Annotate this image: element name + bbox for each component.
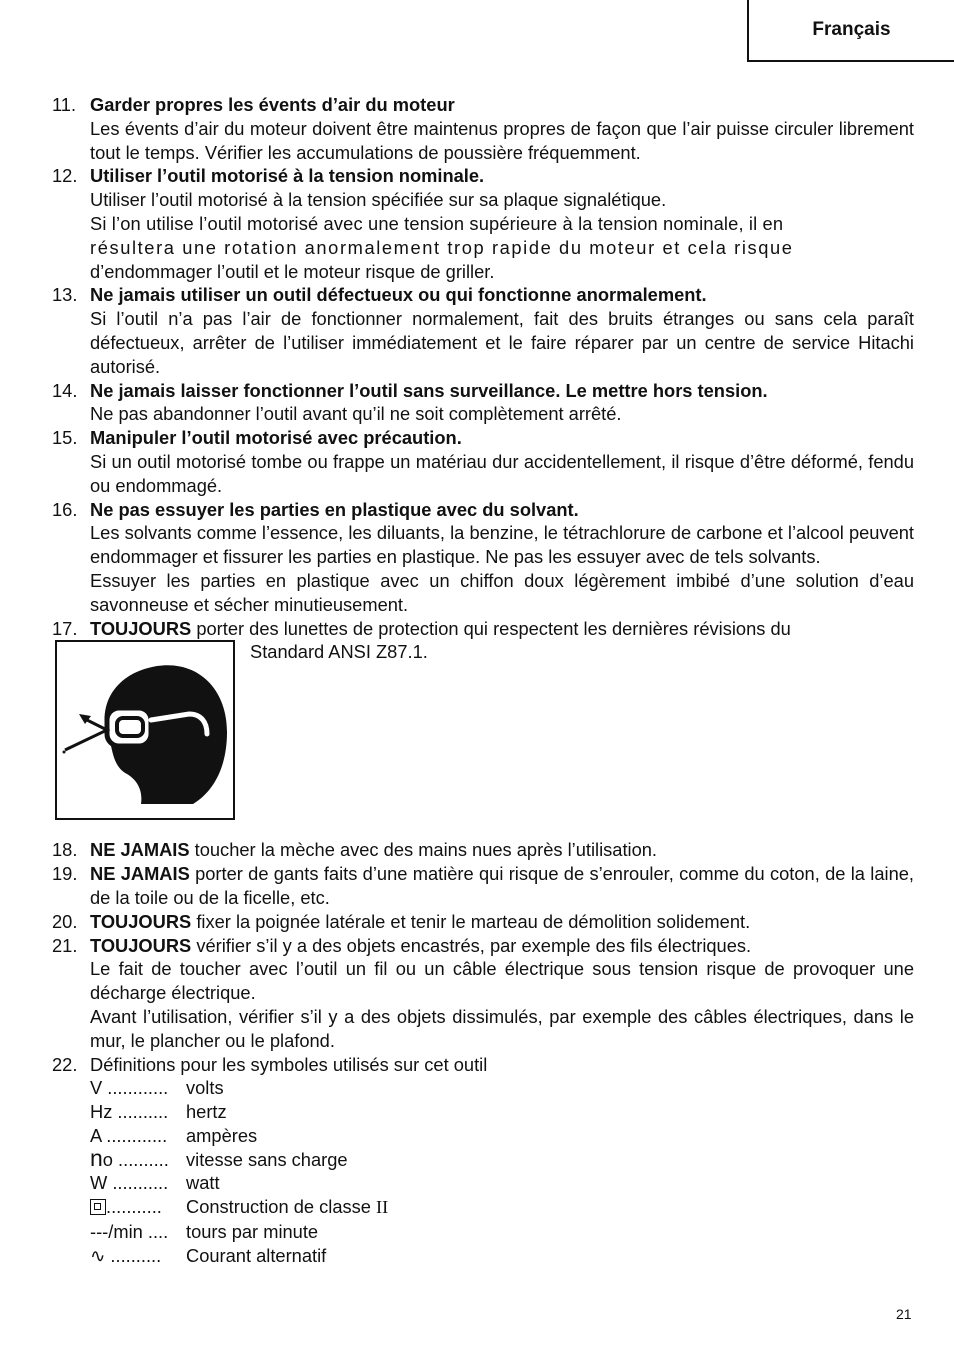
- item-number: 18.: [52, 839, 78, 861]
- item-text: Essuyer les parties en plastique avec un chiffon doux légèrement imbibé d’une solution d’eau savonneuse et sécher minutieusement.: [90, 569, 914, 615]
- class-ii-insulation-icon: [90, 1199, 106, 1215]
- symbol-key: no ..........: [90, 1148, 186, 1172]
- symbol-value: watt: [186, 1172, 220, 1194]
- item-text: d’endommager l’outil et le moteur risque de griller.: [90, 260, 495, 282]
- symbol-key: ...........: [90, 1195, 186, 1220]
- item-text: Ne pas abandonner l’outil avant qu’il ne soit complètement arrêté.: [90, 403, 622, 425]
- alternating-current-icon: ∿: [90, 1245, 106, 1266]
- page-number: 21: [896, 1306, 912, 1322]
- item-heading: Utiliser l’outil motorisé à la tension nominale.: [90, 165, 485, 187]
- safety-goggles-icon: [57, 642, 233, 818]
- symbol-value: ampères: [186, 1124, 258, 1146]
- symbol-value: Construction de classe II: [186, 1196, 389, 1218]
- item-text: Définitions pour les symboles utilisés sur cet outil: [90, 1053, 488, 1075]
- symbol-row-no-load-speed: [90, 1148, 914, 1172]
- item-number: 21.: [52, 934, 78, 956]
- item-emphasis: NE JAMAIS: [90, 863, 190, 885]
- item-text: fixer la poignée latérale et tenir le marteau de démolition solidement.: [191, 910, 751, 932]
- item-heading: Manipuler l’outil motorisé avec précaution.: [90, 427, 462, 449]
- symbol-value: Courant alternatif: [186, 1244, 327, 1266]
- instruction-17: [52, 617, 914, 641]
- item-text: Le fait de toucher avec l’outil un fil ou un câble électrique sous tension risque de provoquer une décharge électrique.: [90, 958, 914, 1004]
- item-text: Les solvants comme l’essence, les diluants, la benzine, le tétrachlorure de carbone et l’alcool peuvent endommager et fissurer les parties en plastique. Ne pas les essuyer avec de tels solvants.: [90, 522, 914, 568]
- item-number: 22.: [52, 1053, 78, 1075]
- item-text: Standard ANSI Z87.1.: [250, 641, 428, 663]
- symbol-value: vitesse sans charge: [186, 1148, 348, 1170]
- item-text: Si l’outil n’a pas l’air de fonctionner normalement, fait des bruits étranges ou sans cela paraît défectueux, arrêter de l’utiliser immédiatement et le faire réparer par un centre de service Hitachi autorisé.: [90, 308, 914, 377]
- instruction-19: [52, 862, 914, 910]
- item-text: Les évents d’air du moteur doivent être maintenus propres de façon que l’air puisse circuler librement tout le temps. Vérifier les accumulations de poussière fréquemment.: [90, 117, 914, 163]
- language-tab: [747, 0, 954, 62]
- item-emphasis: TOUJOURS: [90, 934, 192, 956]
- symbol-row-watt: [90, 1171, 914, 1195]
- instruction-20: [52, 910, 914, 934]
- instruction-15: [52, 426, 914, 497]
- instruction-16: [52, 498, 914, 617]
- instruction-22: [52, 1053, 914, 1269]
- item-number: 17.: [52, 617, 78, 639]
- symbol-definitions: [90, 1076, 914, 1268]
- item-text: Si l’on utilise l’outil motorisé avec une tension supérieure à la tension nominale, il en: [90, 212, 784, 234]
- item-emphasis: NE JAMAIS: [90, 839, 190, 861]
- item-heading: Ne pas essuyer les parties en plastique avec du solvant.: [90, 498, 579, 520]
- instruction-18: [52, 838, 914, 862]
- symbol-key: V ............: [90, 1077, 169, 1099]
- item-text: Si un outil motorisé tombe ou frappe un matériau dur accidentellement, il risque d’être déformé, fendu ou endommagé.: [90, 450, 914, 496]
- item-text: vérifier s’il y a des objets encastrés, par exemple des fils électriques.: [191, 934, 752, 956]
- item-heading: Ne jamais laisser fonctionner l’outil sans surveillance. Le mettre hors tension.: [90, 379, 768, 401]
- language-label: Français: [812, 19, 891, 40]
- symbol-key: ---/min ....: [90, 1221, 169, 1243]
- symbol-value: hertz: [186, 1101, 227, 1123]
- symbol-key: Hz ..........: [90, 1101, 169, 1123]
- instruction-13: [52, 283, 914, 378]
- item-number: 14.: [52, 379, 78, 401]
- safety-instructions: [52, 93, 914, 1269]
- item-number: 20.: [52, 910, 78, 932]
- item-number: 13.: [52, 284, 78, 306]
- symbol-row-volts: [90, 1076, 914, 1100]
- item-text: toucher la mèche avec des mains nues après l’utilisation.: [189, 839, 657, 861]
- symbol-key: A ............: [90, 1124, 168, 1146]
- symbol-row-rpm: [90, 1220, 914, 1244]
- symbol-key: ∿ ..........: [90, 1244, 162, 1266]
- symbol-n-glyph: n: [90, 1147, 103, 1171]
- symbol-key: W ...........: [90, 1172, 169, 1194]
- safety-goggles-pictogram: [55, 640, 235, 820]
- item-heading: Garder propres les évents d’air du moteur: [90, 94, 455, 115]
- symbol-value: tours par minute: [186, 1221, 319, 1243]
- item-emphasis: TOUJOURS: [90, 910, 192, 932]
- instruction-21: [52, 934, 914, 1053]
- instruction-12: [52, 164, 914, 283]
- item-number: 15.: [52, 427, 78, 449]
- instruction-14: [52, 379, 914, 427]
- item-text: porter de gants faits d’une matière qui risque de s’enrouler, comme du coton, de la laine, de la toile ou de la ficelle, etc.: [90, 863, 914, 908]
- symbol-row-hertz: [90, 1100, 914, 1124]
- item-text: Utiliser l’outil motorisé à la tension spécifiée sur sa plaque signalétique.: [90, 189, 667, 211]
- symbol-row-alternating-current: [90, 1244, 914, 1269]
- item-emphasis: TOUJOURS: [90, 617, 192, 639]
- symbol-row-class-ii: [90, 1195, 914, 1220]
- instruction-11: [52, 93, 914, 164]
- item-number: 12.: [52, 165, 78, 187]
- eye-protection-figure: [52, 640, 914, 838]
- item-heading: Ne jamais utiliser un outil défectueux ou qui fonctionne anormalement.: [90, 284, 707, 306]
- item-text: résultera une rotation anormalement trop rapide du moteur et cela risque: [90, 236, 794, 258]
- item-text: Avant l’utilisation, vérifier s’il y a des objets dissimulés, par exemple des câbles électriques, dans le mur, le plancher ou le plafond.: [90, 1005, 914, 1051]
- item-number: 16.: [52, 498, 78, 520]
- symbol-value: volts: [186, 1077, 224, 1099]
- item-number: 19.: [52, 863, 78, 885]
- item-text: porter des lunettes de protection qui respectent les dernières révisions du: [191, 617, 791, 639]
- symbol-row-amperes: [90, 1124, 914, 1148]
- item-number: 11.: [52, 94, 77, 115]
